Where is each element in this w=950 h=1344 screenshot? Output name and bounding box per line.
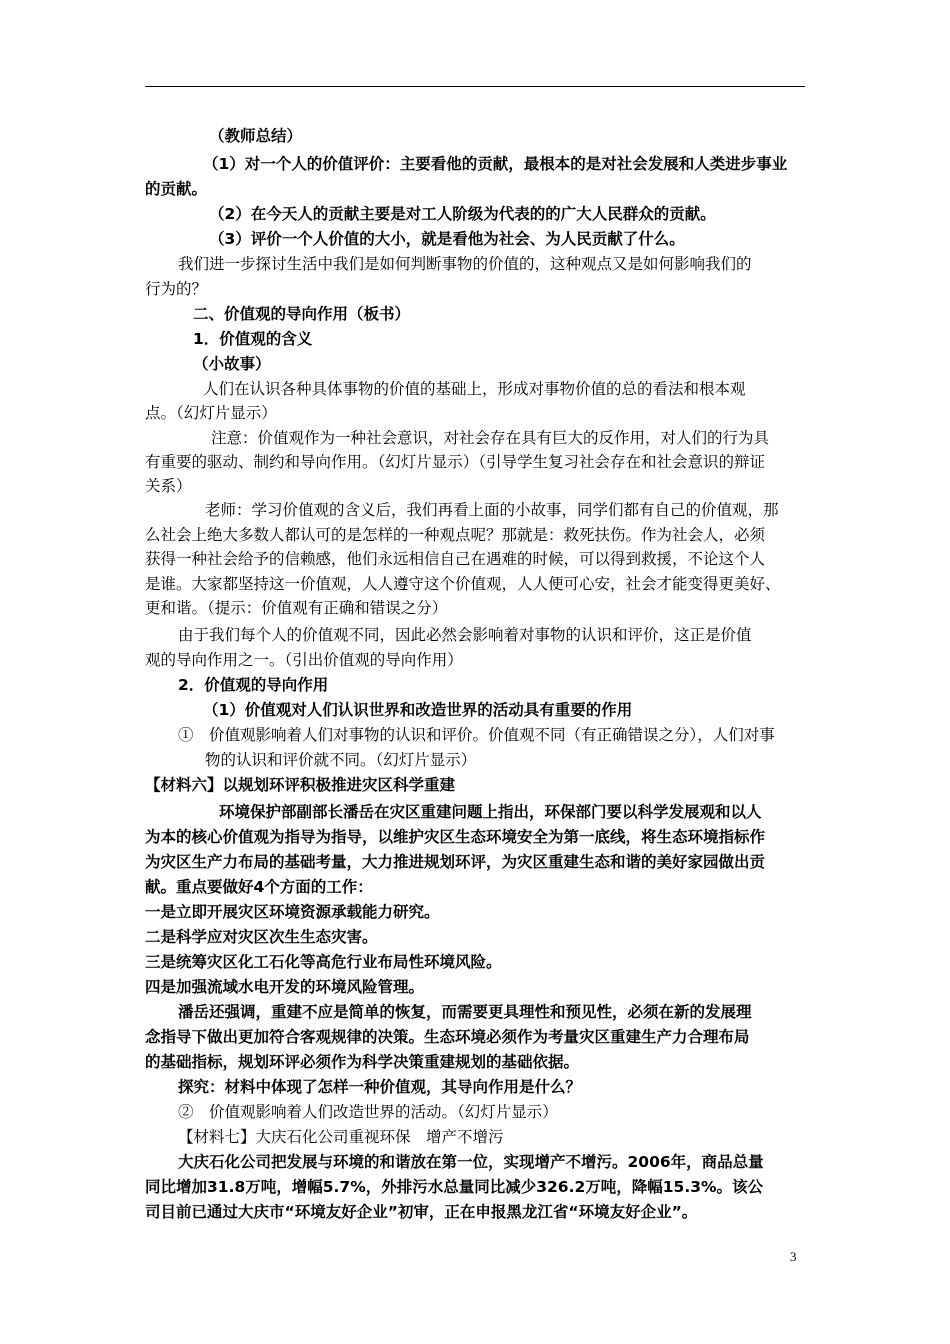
text-line: （小故事）: [193, 355, 271, 373]
text-line: 一是立即开展灾区环境资源承载能力研究。: [145, 903, 440, 921]
text-line: 么社会上绝大多数人都认可的是怎样的一种观点呢？那就是：救死扶伤。作为社会人，必须: [145, 526, 766, 544]
text-line: 的基础指标，规划环评必须作为科学决策重建规划的基础依据。: [145, 1053, 580, 1071]
text-line: 二、价值观的导向作用（板书）: [193, 305, 411, 323]
text-line: 二是科学应对灾区次生生态灾害。: [145, 928, 378, 946]
header-rule: [145, 86, 805, 87]
text-line: 是谁。大家都坚持这一价值观，人人遵守这个价值观，人人便可心安，社会才能变得更美好、: [145, 575, 781, 593]
text-line: 由于我们每个人的价值观不同，因此必然会影响着对事物的认识和评价，这正是价值: [178, 626, 752, 644]
text-line: （教师总结）: [209, 127, 303, 145]
text-line: ② 价值观影响着人们改造世界的活动。（幻灯片显示）: [178, 1103, 558, 1121]
text-line: （1）价值观对人们认识世界和改造世界的活动具有重要的作用: [203, 701, 633, 719]
text-line: （1）对一个人的价值评价：主要看他的贡献，最根本的是对社会发展和人类进步事业: [203, 155, 788, 173]
text-line: （3）评价一个人价值的大小，就是看他为社会、为人民贡献了什么。: [209, 230, 685, 248]
text-line: 【材料六】以规划环评积极推进灾区科学重建: [145, 776, 456, 794]
text-line: 更和谐。（提示：价值观有正确和错误之分）: [145, 599, 448, 617]
text-line: 老师：学习价值观的含义后，我们再看上面的小故事，同学们都有自己的价值观，那: [205, 501, 779, 519]
text-line: 同比增加31.8万吨，增幅5.7%，外排污水总量同比减少326.2万吨，降幅15.3%。该公: [145, 1178, 764, 1196]
text-line: 2．价值观的导向作用: [178, 676, 329, 694]
text-line: 三是统筹灾区化工石化等高危行业布局性环境风险。: [145, 953, 502, 971]
text-line: 我们进一步探讨生活中我们是如何判断事物的价值的，这种观点又是如何影响我们的: [178, 255, 752, 273]
text-line: 潘岳还强调，重建不应是简单的恢复，而需要更具理性和预见性，必须在新的发展理: [178, 1003, 752, 1021]
text-line: 【材料七】大庆石化公司重视环保 增产不增污: [178, 1128, 504, 1146]
text-line: ① 价值观影响着人们对事物的认识和评价。价值观不同（有正确错误之分），人们对事: [178, 726, 775, 744]
text-line: 物的认识和评价就不同。（幻灯片显示）: [205, 751, 477, 769]
text-line: 人们在认识各种具体事物的价值的基础上，形成对事物价值的总的看法和根本观: [203, 380, 746, 398]
text-line: 环境保护部副部长潘岳在灾区重建问题上指出，环保部门要以科学发展观和以人: [219, 803, 762, 821]
text-line: 有重要的驱动、制约和导向作用。（幻灯片显示）（引导学生复习社会存在和社会意识的辩证: [145, 453, 766, 471]
page-number: 3: [790, 1249, 797, 1264]
text-line: 观的导向作用之一。（引出价值观的导向作用）: [145, 651, 463, 669]
text-line: 行为的？: [145, 280, 208, 298]
text-line: 念指导下做出更加符合客观规律的决策。生态环境必须作为考量灾区重建生产力合理布局: [145, 1028, 750, 1046]
text-line: 大庆石化公司把发展与环境的和谐放在第一位，实现增产不增污。2006年，商品总量: [178, 1153, 764, 1171]
text-line: 为本的核心价值观为指导为指导，以维护灾区生态环境安全为第一底线，将生态环境指标作: [145, 828, 766, 846]
text-line: 献。重点要做好4个方面的工作：: [145, 878, 373, 896]
text-line: 为灾区生产力布局的基础考量，大力推进规划环评，为灾区重建生态和谐的美好家园做出贡: [145, 853, 766, 871]
text-line: 注意：价值观作为一种社会意识，对社会存在具有巨大的反作用，对人们的行为具: [211, 429, 770, 447]
text-line: 获得一种社会给予的信赖感，他们永远相信自己在遇难的时候，可以得到救援，不论这个人: [145, 550, 766, 568]
text-line: 司目前已通过大庆市“环境友好企业”初审，正在申报黑龙江省“环境友好企业”。: [145, 1203, 698, 1221]
text-line: 四是加强流域水电开发的环境风险管理。: [145, 978, 425, 996]
text-line: 关系）: [145, 477, 192, 495]
text-line: 1．价值观的含义: [193, 330, 313, 348]
text-line: 点。（幻灯片显示）: [145, 404, 277, 422]
text-line: （2）在今天人的贡献主要是对工人阶级为代表的的广大人民群众的贡献。: [209, 205, 716, 223]
text-line: 探究：材料中体现了怎样一种价值观，其导向作用是什么？: [178, 1078, 582, 1096]
text-line: 的贡献。: [145, 180, 208, 198]
